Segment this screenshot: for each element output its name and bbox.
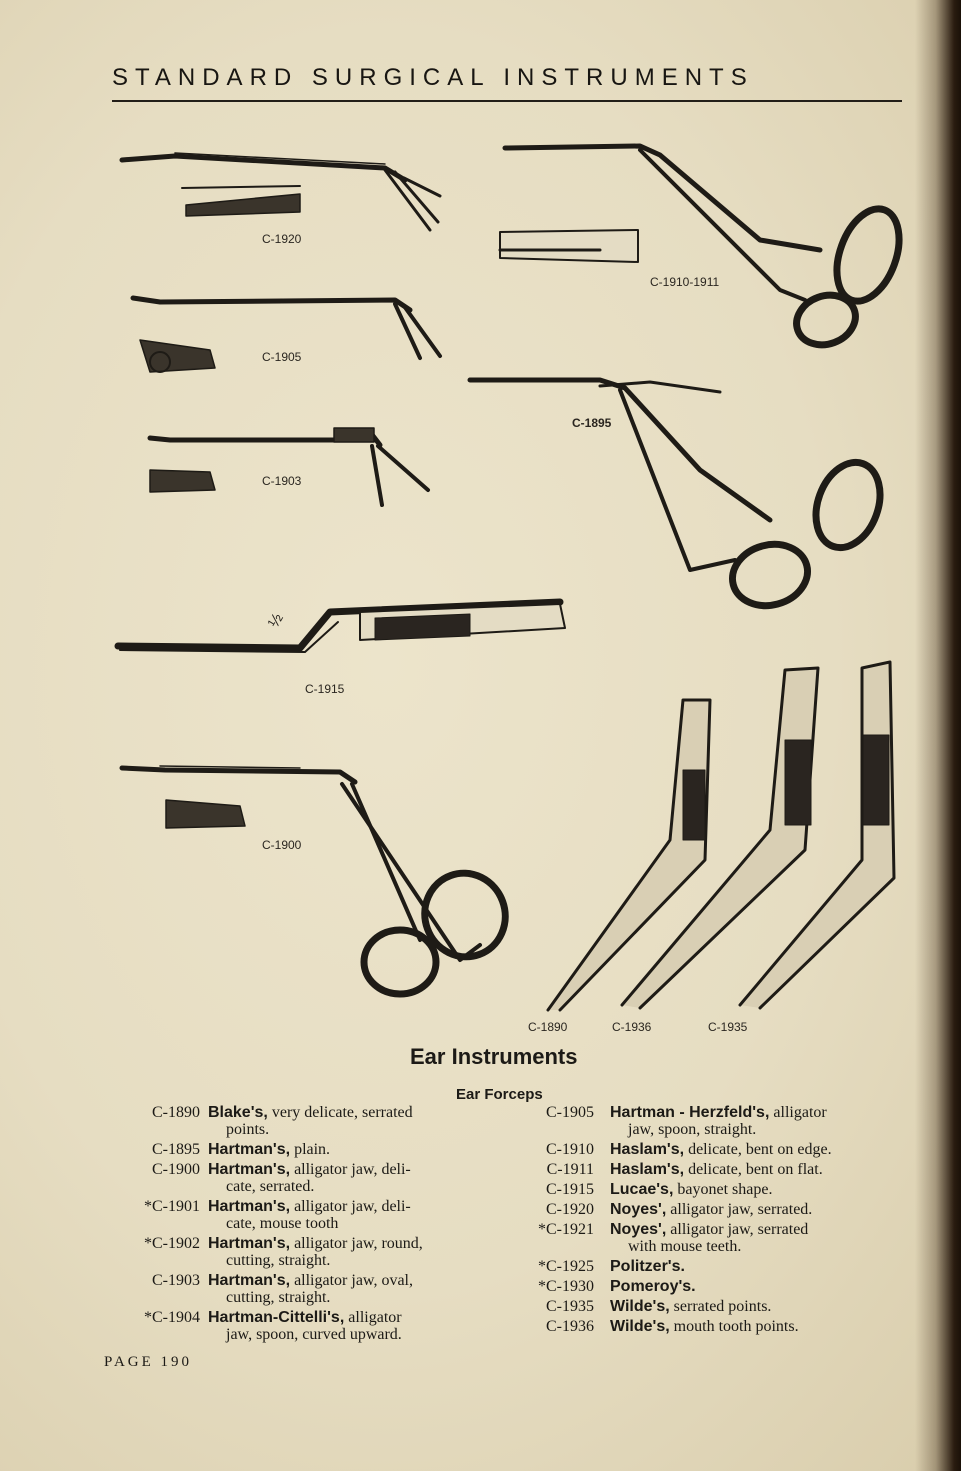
entry-text-continued: with mouse teeth. bbox=[628, 1238, 742, 1255]
figure-label-c1890: C-1890 bbox=[528, 1020, 568, 1034]
entry-code: *C-1930 bbox=[538, 1278, 594, 1295]
figure-label-c1920: C-1920 bbox=[262, 232, 302, 246]
entry-description bbox=[610, 1104, 914, 1138]
entry-text: mouth tooth points. bbox=[669, 1318, 799, 1335]
entry-text: bayonet shape. bbox=[673, 1181, 773, 1198]
catalog-entry bbox=[514, 1278, 914, 1295]
forceps-c1900-illustration bbox=[122, 766, 517, 994]
entry-name: Haslam's, bbox=[610, 1161, 685, 1178]
page-header: STANDARD SURGICAL INSTRUMENTS bbox=[112, 64, 754, 91]
entry-code: C-1910 bbox=[546, 1141, 594, 1158]
figure-label-c1895: C-1895 bbox=[572, 416, 612, 430]
catalog-entry bbox=[104, 1235, 504, 1269]
entry-name: Wilde's, bbox=[610, 1318, 670, 1335]
entry-code: C-1936 bbox=[546, 1318, 594, 1335]
entry-description bbox=[610, 1201, 914, 1218]
entry-name: Blake's, bbox=[208, 1104, 268, 1121]
entry-name: Noyes', bbox=[610, 1221, 667, 1238]
entry-text-continued: points. bbox=[226, 1121, 270, 1138]
entry-code: C-1903 bbox=[152, 1272, 200, 1289]
entry-name: Noyes', bbox=[610, 1201, 667, 1218]
entry-code: C-1935 bbox=[546, 1298, 594, 1315]
entry-description bbox=[610, 1298, 914, 1315]
entry-text: alligator jaw, oval, bbox=[290, 1272, 413, 1289]
entry-name: Haslam's, bbox=[610, 1141, 685, 1158]
section-title: Ear Instruments bbox=[410, 1044, 578, 1069]
figure-label-c1936: C-1936 bbox=[612, 1020, 652, 1034]
catalog-entry bbox=[514, 1181, 914, 1198]
figure-label-c1905: C-1905 bbox=[262, 350, 302, 364]
entry-description bbox=[610, 1258, 914, 1275]
entry-description bbox=[610, 1318, 914, 1335]
figure-scale-mark: ½ bbox=[265, 610, 287, 631]
figure-label-c1910-1911: C-1910-1911 bbox=[650, 275, 720, 289]
forceps-c1915-illustration bbox=[118, 602, 565, 652]
entries-left-column bbox=[104, 1104, 504, 1346]
entry-code: C-1920 bbox=[546, 1201, 594, 1218]
entry-description bbox=[208, 1141, 504, 1158]
entry-text: plain. bbox=[290, 1141, 331, 1158]
catalog-entry bbox=[514, 1201, 914, 1218]
entry-code: C-1900 bbox=[152, 1161, 200, 1178]
entry-description bbox=[610, 1181, 914, 1198]
entry-name: Hartman's, bbox=[208, 1235, 291, 1252]
forceps-c1920-illustration bbox=[122, 153, 440, 230]
entry-description bbox=[208, 1309, 504, 1343]
entry-description bbox=[610, 1161, 914, 1178]
figure-label-c1900: C-1900 bbox=[262, 838, 302, 852]
entry-code: *C-1901 bbox=[144, 1198, 200, 1215]
entries-right-column bbox=[514, 1104, 914, 1338]
entry-code: C-1911 bbox=[546, 1161, 594, 1178]
entry-code: C-1915 bbox=[546, 1181, 594, 1198]
entry-name: Hartman's, bbox=[208, 1272, 291, 1289]
entry-text: alligator jaw, serrated. bbox=[666, 1201, 813, 1218]
entry-description bbox=[208, 1235, 504, 1269]
entry-text: alligator bbox=[769, 1104, 827, 1121]
entry-code: C-1895 bbox=[152, 1141, 200, 1158]
entry-text: alligator jaw, serrated bbox=[666, 1221, 809, 1238]
entry-text-continued: jaw, spoon, straight. bbox=[628, 1121, 757, 1138]
entry-text: serrated points. bbox=[669, 1298, 772, 1315]
entry-code: *C-1904 bbox=[144, 1309, 200, 1326]
entry-code: C-1890 bbox=[152, 1104, 200, 1121]
entry-name: Hartman's, bbox=[208, 1141, 291, 1158]
entry-name: Hartman's, bbox=[208, 1198, 291, 1215]
forceps-c1910-1911-illustration bbox=[500, 146, 911, 353]
entry-text-continued: cutting, straight. bbox=[226, 1289, 331, 1306]
entry-code: *C-1921 bbox=[538, 1221, 594, 1238]
entry-text: very delicate, serrated bbox=[267, 1104, 413, 1121]
entry-text-continued: jaw, spoon, curved upward. bbox=[226, 1326, 402, 1343]
catalog-entry bbox=[104, 1161, 504, 1195]
catalog-entry bbox=[514, 1141, 914, 1158]
catalog-entry bbox=[514, 1161, 914, 1178]
entry-code: *C-1925 bbox=[538, 1258, 594, 1275]
entry-description bbox=[208, 1104, 504, 1138]
catalog-entry bbox=[514, 1258, 914, 1275]
entry-code: C-1905 bbox=[546, 1104, 594, 1121]
entry-description bbox=[208, 1272, 504, 1306]
catalog-entry bbox=[514, 1221, 914, 1255]
catalog-entry bbox=[104, 1309, 504, 1343]
entry-text: alligator bbox=[344, 1309, 402, 1326]
entry-text: alligator jaw, deli- bbox=[290, 1161, 411, 1178]
catalog-entry bbox=[104, 1198, 504, 1232]
entry-description bbox=[610, 1221, 914, 1255]
entry-text: alligator jaw, deli- bbox=[290, 1198, 411, 1215]
catalog-entry bbox=[514, 1318, 914, 1335]
figure-label-c1903: C-1903 bbox=[262, 474, 302, 488]
entry-name: Wilde's, bbox=[610, 1298, 670, 1315]
entry-name: Hartman's, bbox=[208, 1161, 291, 1178]
entry-name: Lucae's, bbox=[610, 1181, 674, 1198]
catalog-entry bbox=[104, 1104, 504, 1138]
forceps-c1895-illustration bbox=[470, 380, 891, 614]
figure-label-c1935: C-1935 bbox=[708, 1020, 748, 1034]
entry-description bbox=[208, 1198, 504, 1232]
entry-text: delicate, bent on edge. bbox=[684, 1141, 832, 1158]
entry-text: delicate, bent on flat. bbox=[684, 1161, 823, 1178]
entry-text-continued: cate, serrated. bbox=[226, 1178, 315, 1195]
entry-description bbox=[610, 1278, 914, 1295]
catalog-entry bbox=[104, 1272, 504, 1306]
entry-name: Hartman - Herzfeld's, bbox=[610, 1104, 770, 1121]
catalog-entry bbox=[514, 1298, 914, 1315]
entry-name: Hartman-Cittelli's, bbox=[208, 1309, 345, 1326]
catalog-entry bbox=[514, 1104, 914, 1138]
entry-text-continued: cutting, straight. bbox=[226, 1252, 331, 1269]
forceps-c1903-illustration bbox=[150, 428, 428, 505]
entry-code: *C-1902 bbox=[144, 1235, 200, 1252]
entry-text-continued: cate, mouse tooth bbox=[226, 1215, 339, 1232]
entry-name: Pomeroy's. bbox=[610, 1278, 696, 1295]
entry-text: alligator jaw, round, bbox=[290, 1235, 423, 1252]
section-subtitle: Ear Forceps bbox=[456, 1086, 543, 1103]
catalog-entry bbox=[104, 1141, 504, 1158]
entry-name: Politzer's. bbox=[610, 1258, 685, 1275]
page-number: PAGE 190 bbox=[104, 1354, 193, 1370]
figure-label-c1915: C-1915 bbox=[305, 682, 345, 696]
forceps-c1935-illustration bbox=[740, 662, 894, 1008]
entry-description bbox=[610, 1141, 914, 1158]
entry-description bbox=[208, 1161, 504, 1195]
